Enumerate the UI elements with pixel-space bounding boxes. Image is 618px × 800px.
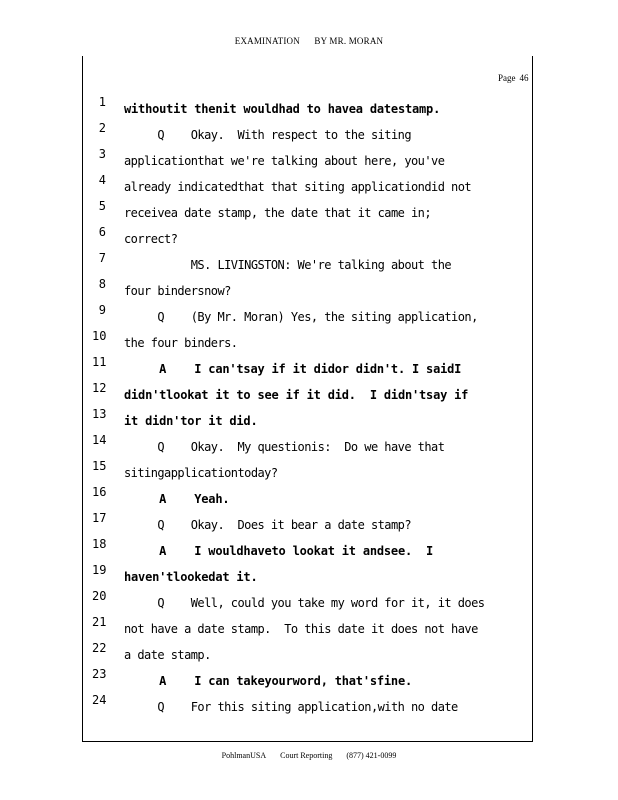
line-number: 4 (98, 173, 106, 187)
line-text: A I wouldhaveto lookat it andsee. I (124, 544, 434, 558)
line-number: 24 (92, 693, 107, 707)
line-text: didn'tlookat it to see if it did. I didn'tsay if (124, 388, 469, 402)
line-text: correct? (124, 232, 178, 246)
line-number: 18 (92, 537, 107, 551)
line-text: the four binders. (124, 336, 238, 350)
line-number: 20 (92, 589, 107, 603)
line-text: A I can takeyourword, that'sfine. (124, 674, 413, 688)
line-text: it didn'tor it did. (124, 414, 258, 428)
line-number: 22 (92, 641, 107, 655)
line-number: 10 (92, 329, 107, 343)
line-number: 7 (98, 251, 106, 265)
transcript-line (0, 693, 618, 726)
line-text: haven'tlookedat it. (124, 570, 258, 584)
line-text: Q For this siting application,with no date (124, 700, 458, 714)
line-number: 17 (92, 511, 107, 525)
line-text: a date stamp. (124, 648, 211, 662)
line-number: 21 (92, 615, 107, 629)
line-text: withoutit thenit wouldhad to havea datestamp. (124, 102, 441, 116)
line-text: already indicatedthat that siting applicationdid not (124, 180, 472, 194)
line-text: MS. LIVINGSTON: We're talking about the (124, 258, 452, 272)
line-text: A I can'tsay if it didor didn't. I saidI (124, 362, 462, 376)
line-text: applicationthat we're talking about here, you've (124, 154, 445, 168)
line-number: 14 (92, 433, 107, 447)
line-number: 23 (92, 667, 107, 681)
line-number: 2 (98, 121, 106, 135)
line-number: 12 (92, 381, 107, 395)
line-number: 19 (92, 563, 107, 577)
line-number: 6 (98, 225, 106, 239)
footer-phone: (877) 421-0099 (346, 751, 397, 760)
line-text: Q Okay. My questionis: Do we have that (124, 440, 445, 454)
line-number: 8 (98, 277, 106, 291)
line-text: sitingapplicationtoday? (124, 466, 278, 480)
line-number: 9 (98, 303, 106, 317)
line-text: Q Okay. Does it bear a date stamp? (124, 518, 412, 532)
line-text: Q Well, could you take my word for it, it does (124, 596, 485, 610)
footer-service: Court Reporting (280, 751, 333, 760)
line-number: 3 (98, 147, 106, 161)
line-text: four bindersnow? (124, 284, 231, 298)
line-number: 16 (92, 485, 107, 499)
line-number: 15 (92, 459, 107, 473)
line-text: Q Okay. With respect to the siting (124, 128, 412, 142)
line-text: receivea date stamp, the date that it came in; (124, 206, 432, 220)
line-number: 13 (92, 407, 107, 421)
page-footer (0, 751, 618, 760)
header-section: EXAMINATION (234, 36, 300, 46)
header-examiner: BY MR. MORAN (314, 36, 384, 46)
line-text: A Yeah. (124, 492, 230, 506)
page-value: 46 (519, 73, 529, 83)
page-header (0, 36, 618, 46)
line-text: not have a date stamp. To this date it does not have (124, 622, 478, 636)
line-text: Q (By Mr. Moran) Yes, the siting application, (124, 310, 478, 324)
page-label: Page (498, 73, 516, 83)
line-number: 1 (98, 95, 106, 109)
footer-company: PohlmanUSA (221, 751, 267, 760)
line-number: 11 (92, 355, 107, 369)
line-number: 5 (98, 199, 106, 213)
page-number (494, 73, 529, 83)
